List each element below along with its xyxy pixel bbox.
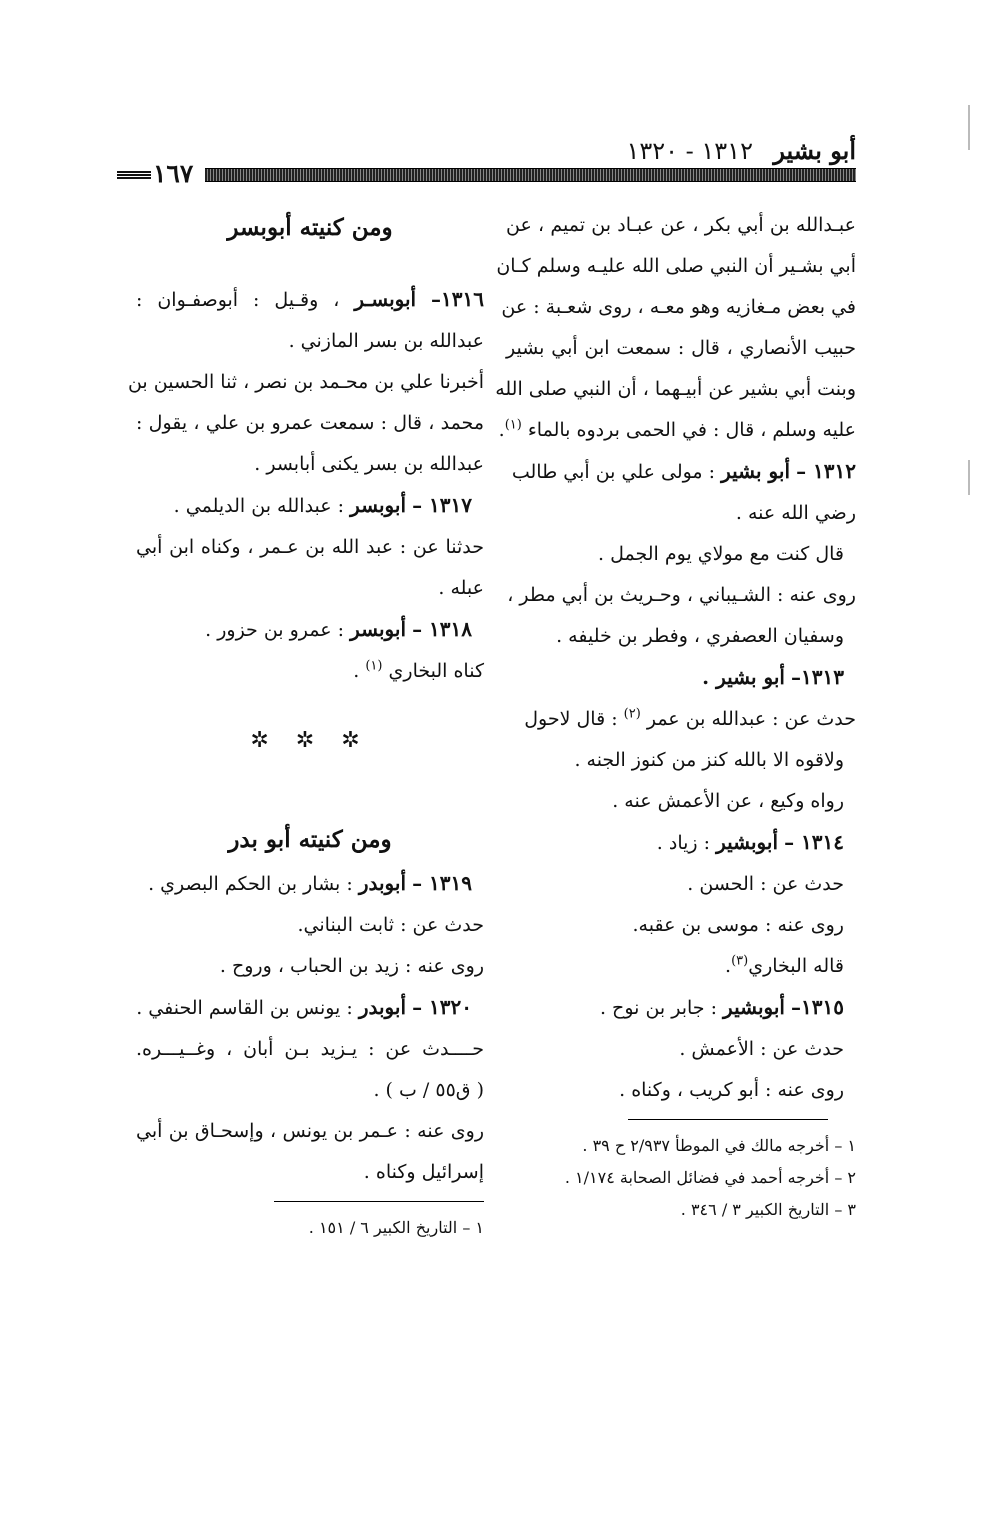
text-line: وسفيان العصفري ، وفطر بن خليفه .	[556, 625, 844, 647]
left-column	[127, 205, 485, 1244]
entry-number: ١٣١٩ –	[412, 871, 472, 895]
entry-text: : عبدالله بن الديلمي .	[173, 495, 345, 517]
header-rule-stub	[117, 170, 151, 179]
entry-name: أبو بشير .	[702, 665, 785, 689]
text-line: وبنت أبي بشير عن أبيـهما ، أن النبي صلى الله	[495, 378, 856, 400]
text-span: عليه وسلم ، قال : في الحمى بردوه بالماء	[527, 419, 856, 441]
page-number: ١٦٧	[153, 159, 194, 188]
text-line: روى عنه : موسى بن عقبه.	[632, 914, 844, 936]
entry-1317	[136, 485, 484, 527]
header-title: أبو بشير	[773, 136, 856, 165]
text-line: حبيب الأنصاري ، قال : سمعت ابن أبي بشير	[506, 337, 856, 359]
entry-name: أبوبشير	[716, 830, 779, 854]
entry-1312	[506, 451, 856, 493]
entry-name: أبوبدر	[358, 871, 407, 895]
spacer	[136, 692, 484, 720]
text-line: محمد ، قال : سمعت عمرو بن علي ، يقول :	[136, 412, 484, 434]
text-line: عبدالله بن بسر المازني .	[288, 330, 484, 352]
footnote-rule	[274, 1201, 484, 1202]
footnote: ١ – أخرجه مالك في الموطأ ٢/٩٣٧ ح ٣٩ .	[582, 1136, 856, 1155]
footnote-ref: (٣)	[731, 953, 749, 969]
text-line: أخبرنا علي بن محـمد بن نصر ، ثنا الحسين بن	[127, 371, 484, 393]
entry-number: ١٣١٤ –	[784, 830, 844, 854]
entry-number: ١٣١٥–	[791, 995, 844, 1019]
text-line: إسرائيل وكناه .	[363, 1161, 484, 1183]
section-title: ومن كنيته أبوبسر	[227, 214, 393, 241]
running-header	[626, 136, 856, 165]
footnote-ref: (١)	[365, 658, 383, 674]
entry-1318	[136, 609, 484, 651]
text-span: .	[353, 660, 360, 682]
entry-name: أبوبشير	[723, 995, 785, 1019]
text-line: عبدالله بن بسر يكنى أبابسر .	[254, 453, 484, 475]
entry-1319	[136, 863, 484, 905]
header-rule	[205, 168, 856, 182]
text-line: حدث عن : الحسن .	[687, 873, 844, 895]
footnote: ٢ – أخرجه أحمد في فضائل الصحابة ١/١٧٤ .	[564, 1168, 856, 1187]
text-span: .	[498, 419, 505, 441]
section-separator: ✲ ✲ ✲	[250, 728, 370, 753]
entry-number: ١٣٢٠ –	[412, 995, 472, 1019]
entry-1316	[136, 279, 484, 321]
text-line: ( ق٥٥ / ب ) .	[373, 1079, 484, 1101]
footnote: ٣ – التاريخ الكبير ٣ / ٣٤٦ .	[680, 1200, 856, 1219]
text-line	[136, 651, 484, 692]
text-line: روى عنه : الشـيباني ، وحـريث بن أبي مطر ،	[507, 584, 856, 606]
text-line: عبـدالله بن أبي بكر ، عن عبـاد بن تميم ، عن	[506, 214, 856, 236]
entry-1313	[506, 657, 856, 699]
entry-number: ١٣١٧ –	[412, 493, 472, 517]
spacer	[136, 761, 484, 817]
entry-1315	[506, 987, 856, 1029]
text-line	[506, 699, 856, 740]
text-span: قاله البخاري	[748, 955, 844, 977]
text-line: حدثنا عن : عبد الله بن عـمر ، وكناه ابن أبي	[136, 536, 484, 558]
entry-text: ، وقـيل : أبوصفـوان :	[136, 289, 340, 311]
right-column	[495, 205, 856, 1226]
entry-name: أبوبسر	[350, 493, 407, 517]
text-line: رواه وكيع ، عن الأعمش عنه .	[612, 790, 844, 812]
text-line: ولاقوه الا بالله كنز من كنوز الجنه .	[574, 749, 844, 771]
entry-text: : بشار بن الحكم البصري .	[148, 873, 353, 895]
text-line: قال كنت مع مولاي يوم الجمل .	[598, 543, 844, 565]
footnote: ١ – التاريخ الكبير ٦ / ١٥١ .	[308, 1218, 484, 1237]
entry-name: أبوبسـر	[354, 287, 417, 311]
entry-text: : مولى علي بن أبي طالب	[511, 461, 716, 483]
entry-number: ١٣١٨ –	[412, 617, 472, 641]
text-line: حدث عن : الأعمش .	[679, 1038, 844, 1060]
header-entry-range: ١٣١٢ - ١٣٢٠	[626, 137, 753, 165]
entry-text: : عمرو بن حزور .	[205, 619, 345, 641]
entry-1314	[506, 822, 856, 864]
text-line: روى عنه : عـمر بن يونس ، وإسحـاق بن أبي	[136, 1120, 484, 1142]
entry-number: ١٣١٢ –	[796, 459, 856, 483]
entry-number: ١٣١٦–	[431, 287, 485, 311]
footnote-rule	[628, 1119, 828, 1120]
entry-number: ١٣١٣–	[791, 665, 844, 689]
text-line	[498, 410, 856, 451]
entry-name: أبوبسر	[350, 617, 407, 641]
text-line	[506, 946, 856, 987]
entry-1320	[136, 987, 484, 1029]
scan-margin-mark	[968, 105, 970, 150]
text-line: أبي بشـير أن النبي صلى الله عليـه وسلم كـان	[496, 255, 856, 277]
scan-margin-mark	[968, 460, 970, 495]
text-span: كناه البخاري	[388, 660, 484, 682]
text-line: عبله .	[438, 577, 484, 599]
spacer	[136, 251, 484, 279]
entry-name: أبو بشير	[721, 459, 791, 483]
text-line: روى عنه : أبو كريب ، وكناه .	[619, 1079, 844, 1101]
footnote-ref: (٢)	[623, 706, 641, 722]
text-line: حــــدث عن : يـزيد بـن أبان ، وغــيـــره.	[136, 1038, 484, 1060]
entry-text: : جابر بن نوح .	[599, 997, 717, 1019]
entry-text: : يونس بن القاسم الحنفي .	[136, 997, 353, 1019]
text-span: : قال لاحول	[524, 708, 618, 730]
footnote-ref: (١)	[504, 417, 522, 433]
text-line: حدث عن : ثابت البناني.	[297, 914, 484, 936]
text-span: حدث عن : عبدالله بن عمر	[646, 708, 856, 730]
text-span: .	[725, 955, 732, 977]
text-line: في بعض مـغازيه وهو معـه ، روى شعـبة : عن	[501, 296, 856, 318]
entry-text: : زياد .	[656, 832, 711, 854]
section-title: ومن كنيته أبو بدر	[228, 826, 392, 853]
text-line: رضي الله عنه .	[735, 502, 856, 524]
entry-name: أبوبدر	[358, 995, 407, 1019]
text-line: روى عنه : زيد بن الحباب ، وروح .	[219, 955, 484, 977]
